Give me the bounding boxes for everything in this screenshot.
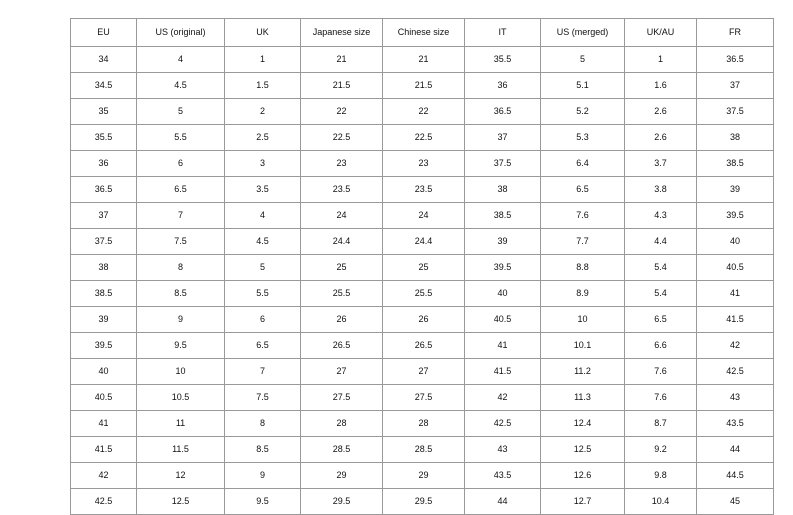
column-header: US (merged)	[541, 19, 625, 47]
table-cell: 27.5	[301, 385, 383, 411]
column-header: Japanese size	[301, 19, 383, 47]
table-cell: 40	[697, 229, 774, 255]
table-cell: 9	[225, 463, 301, 489]
table-cell: 11.3	[541, 385, 625, 411]
table-cell: 11.2	[541, 359, 625, 385]
table-header-row	[71, 19, 774, 47]
table-cell: 38	[697, 125, 774, 151]
table-cell: 37.5	[697, 99, 774, 125]
table-cell: 44	[465, 489, 541, 515]
table-row	[71, 151, 774, 177]
table-cell: 35.5	[71, 125, 137, 151]
table-cell: 6.6	[625, 333, 697, 359]
table-cell: 44	[697, 437, 774, 463]
table-cell: 36	[465, 73, 541, 99]
table-cell: 23.5	[301, 177, 383, 203]
table-cell: 12.6	[541, 463, 625, 489]
column-header: Chinese size	[383, 19, 465, 47]
table-cell: 36.5	[71, 177, 137, 203]
table-cell: 34.5	[71, 73, 137, 99]
table-body	[71, 47, 774, 515]
table-cell: 39.5	[71, 333, 137, 359]
table-cell: 38.5	[465, 203, 541, 229]
table-cell: 3.7	[625, 151, 697, 177]
table-cell: 28.5	[383, 437, 465, 463]
table-cell: 6.5	[625, 307, 697, 333]
table-cell: 9.2	[625, 437, 697, 463]
table-cell: 41.5	[465, 359, 541, 385]
table-cell: 5.2	[541, 99, 625, 125]
table-cell: 39	[465, 229, 541, 255]
table-row	[71, 229, 774, 255]
table-row	[71, 177, 774, 203]
table-cell: 7.6	[625, 359, 697, 385]
table-cell: 40	[465, 281, 541, 307]
table-cell: 10.1	[541, 333, 625, 359]
table-cell: 1.5	[225, 73, 301, 99]
table-cell: 28	[383, 411, 465, 437]
table-cell: 3	[225, 151, 301, 177]
table-cell: 3.5	[225, 177, 301, 203]
table-cell: 37	[465, 125, 541, 151]
table-cell: 5.3	[541, 125, 625, 151]
table-cell: 6.5	[541, 177, 625, 203]
table-row	[71, 73, 774, 99]
table-cell: 39.5	[465, 255, 541, 281]
table-row	[71, 281, 774, 307]
table-cell: 5	[137, 99, 225, 125]
table-cell: 38	[465, 177, 541, 203]
table-cell: 22	[301, 99, 383, 125]
table-cell: 39.5	[697, 203, 774, 229]
table-header	[71, 19, 774, 47]
table-cell: 24	[383, 203, 465, 229]
table-cell: 7	[225, 359, 301, 385]
table-cell: 35.5	[465, 47, 541, 73]
table-cell: 41.5	[71, 437, 137, 463]
shoe-size-conversion-table	[70, 18, 774, 515]
table-row	[71, 437, 774, 463]
table-cell: 27.5	[383, 385, 465, 411]
table-cell: 10.5	[137, 385, 225, 411]
table-cell: 7.6	[541, 203, 625, 229]
table-cell: 41.5	[697, 307, 774, 333]
column-header: UK	[225, 19, 301, 47]
table-cell: 36	[71, 151, 137, 177]
table-cell: 11.5	[137, 437, 225, 463]
table-cell: 12.4	[541, 411, 625, 437]
table-cell: 4.5	[137, 73, 225, 99]
table-cell: 42	[465, 385, 541, 411]
table-cell: 12.5	[137, 489, 225, 515]
table-cell: 42.5	[71, 489, 137, 515]
table-cell: 8.5	[225, 437, 301, 463]
table-cell: 26.5	[383, 333, 465, 359]
table-cell: 5.1	[541, 73, 625, 99]
table-cell: 42	[697, 333, 774, 359]
table-row	[71, 99, 774, 125]
table-cell: 10	[541, 307, 625, 333]
table-cell: 9	[137, 307, 225, 333]
table-cell: 36.5	[465, 99, 541, 125]
table-cell: 40	[71, 359, 137, 385]
table-cell: 5.4	[625, 281, 697, 307]
column-header: UK/AU	[625, 19, 697, 47]
table-row	[71, 255, 774, 281]
table-cell: 11	[137, 411, 225, 437]
table-cell: 3.8	[625, 177, 697, 203]
table-cell: 39	[71, 307, 137, 333]
table-cell: 4.4	[625, 229, 697, 255]
table-cell: 26	[383, 307, 465, 333]
table-cell: 10.4	[625, 489, 697, 515]
table-cell: 4.5	[225, 229, 301, 255]
table-cell: 40.5	[697, 255, 774, 281]
table-cell: 6	[225, 307, 301, 333]
table-cell: 2	[225, 99, 301, 125]
table-cell: 29	[383, 463, 465, 489]
table-cell: 42.5	[465, 411, 541, 437]
table-cell: 21	[301, 47, 383, 73]
table-cell: 6.4	[541, 151, 625, 177]
table-cell: 44.5	[697, 463, 774, 489]
table-cell: 25	[301, 255, 383, 281]
column-header: FR	[697, 19, 774, 47]
table-row	[71, 307, 774, 333]
table-cell: 38.5	[71, 281, 137, 307]
table-cell: 29	[301, 463, 383, 489]
table-cell: 1	[625, 47, 697, 73]
table-cell: 21.5	[301, 73, 383, 99]
table-cell: 37	[697, 73, 774, 99]
table-cell: 8	[225, 411, 301, 437]
table-cell: 12.7	[541, 489, 625, 515]
table-cell: 43	[697, 385, 774, 411]
table-cell: 28	[301, 411, 383, 437]
table-cell: 8	[137, 255, 225, 281]
table-cell: 6.5	[137, 177, 225, 203]
table-cell: 29.5	[383, 489, 465, 515]
table-cell: 4	[137, 47, 225, 73]
table-cell: 42	[71, 463, 137, 489]
table-cell: 7.5	[225, 385, 301, 411]
table-cell: 6.5	[225, 333, 301, 359]
table-cell: 22.5	[383, 125, 465, 151]
table-cell: 25.5	[301, 281, 383, 307]
table-cell: 5	[225, 255, 301, 281]
table-cell: 8.5	[137, 281, 225, 307]
table-cell: 34	[71, 47, 137, 73]
table-cell: 7.6	[625, 385, 697, 411]
table-cell: 22	[383, 99, 465, 125]
table-cell: 43	[465, 437, 541, 463]
table-cell: 37	[71, 203, 137, 229]
table-cell: 37.5	[71, 229, 137, 255]
table-cell: 10	[137, 359, 225, 385]
table-cell: 8.8	[541, 255, 625, 281]
table-cell: 37.5	[465, 151, 541, 177]
table-cell: 5.5	[225, 281, 301, 307]
column-header: IT	[465, 19, 541, 47]
table-cell: 27	[301, 359, 383, 385]
table-cell: 7.5	[137, 229, 225, 255]
table-cell: 2.5	[225, 125, 301, 151]
table-row	[71, 411, 774, 437]
table-cell: 41	[71, 411, 137, 437]
table-row	[71, 203, 774, 229]
table-cell: 28.5	[301, 437, 383, 463]
table-cell: 1.6	[625, 73, 697, 99]
table-cell: 22.5	[301, 125, 383, 151]
table-row	[71, 47, 774, 73]
table-row	[71, 359, 774, 385]
table-cell: 29.5	[301, 489, 383, 515]
table-cell: 23	[383, 151, 465, 177]
table-cell: 5.4	[625, 255, 697, 281]
table-row	[71, 489, 774, 515]
table-cell: 27	[383, 359, 465, 385]
table-cell: 24.4	[301, 229, 383, 255]
table-cell: 9.5	[225, 489, 301, 515]
table-cell: 9.8	[625, 463, 697, 489]
table-cell: 9.5	[137, 333, 225, 359]
table-cell: 40.5	[71, 385, 137, 411]
table-cell: 36.5	[697, 47, 774, 73]
table-cell: 7.7	[541, 229, 625, 255]
table-cell: 26	[301, 307, 383, 333]
table-row	[71, 125, 774, 151]
table-cell: 1	[225, 47, 301, 73]
table-cell: 21	[383, 47, 465, 73]
column-header: US (original)	[137, 19, 225, 47]
table-cell: 40.5	[465, 307, 541, 333]
table-cell: 45	[697, 489, 774, 515]
table-cell: 12.5	[541, 437, 625, 463]
table-cell: 8.7	[625, 411, 697, 437]
table-cell: 4	[225, 203, 301, 229]
table-row	[71, 463, 774, 489]
table-cell: 5	[541, 47, 625, 73]
table-cell: 8.9	[541, 281, 625, 307]
table-cell: 23.5	[383, 177, 465, 203]
table-cell: 41	[697, 281, 774, 307]
table-cell: 23	[301, 151, 383, 177]
table-cell: 38.5	[697, 151, 774, 177]
table-cell: 4.3	[625, 203, 697, 229]
column-header: EU	[71, 19, 137, 47]
table-cell: 2.6	[625, 125, 697, 151]
table-cell: 42.5	[697, 359, 774, 385]
table-cell: 43.5	[465, 463, 541, 489]
table-cell: 6	[137, 151, 225, 177]
table-cell: 2.6	[625, 99, 697, 125]
table-cell: 12	[137, 463, 225, 489]
table-cell: 43.5	[697, 411, 774, 437]
table-cell: 41	[465, 333, 541, 359]
table-cell: 24.4	[383, 229, 465, 255]
table-cell: 39	[697, 177, 774, 203]
table-cell: 25	[383, 255, 465, 281]
table-row	[71, 333, 774, 359]
table-cell: 25.5	[383, 281, 465, 307]
table-cell: 38	[71, 255, 137, 281]
table-row	[71, 385, 774, 411]
table-cell: 5.5	[137, 125, 225, 151]
table-cell: 21.5	[383, 73, 465, 99]
table-cell: 24	[301, 203, 383, 229]
table-cell: 7	[137, 203, 225, 229]
table-cell: 35	[71, 99, 137, 125]
table-cell: 26.5	[301, 333, 383, 359]
